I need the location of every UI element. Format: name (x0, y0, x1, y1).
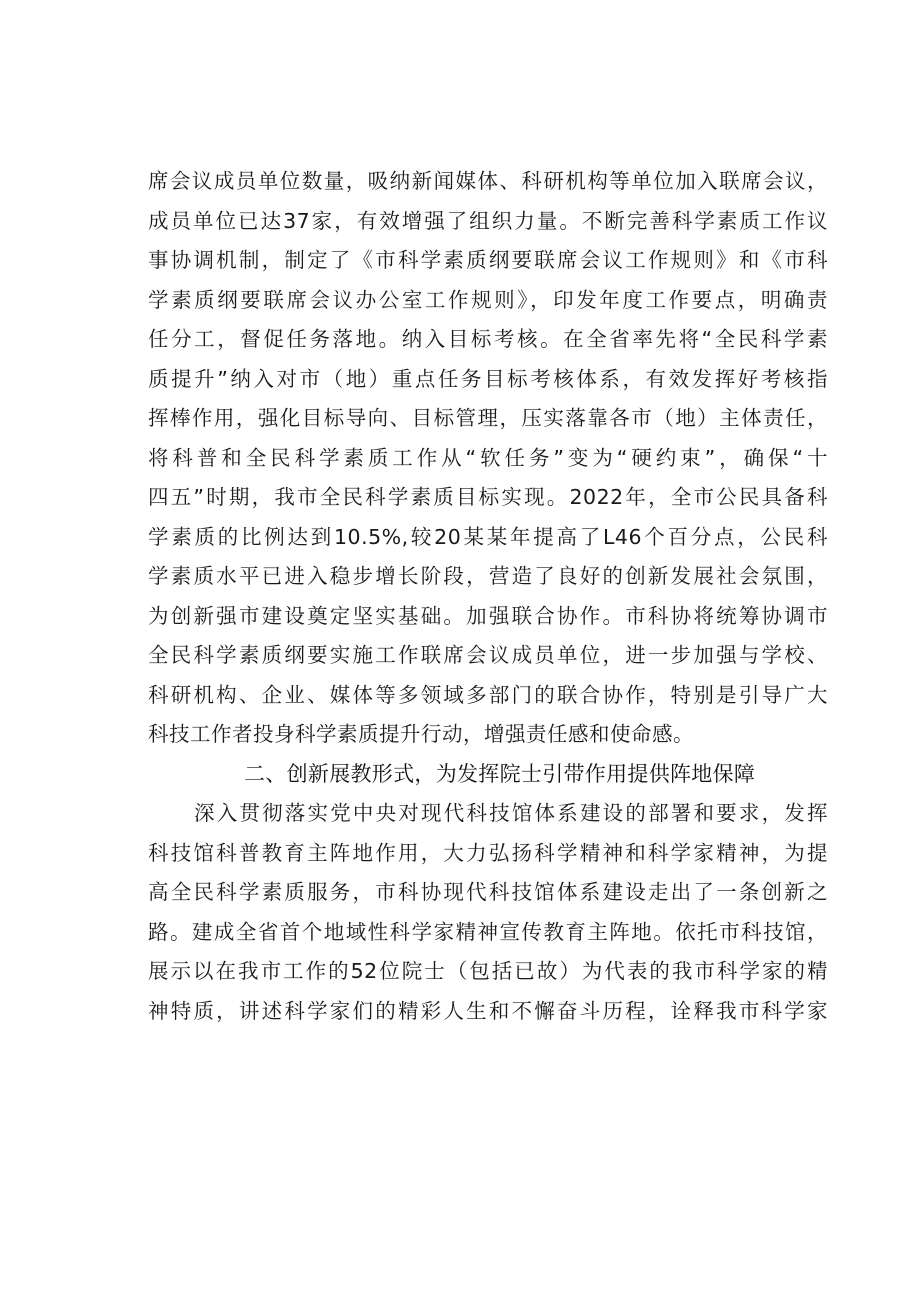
paragraph-1 (148, 162, 828, 755)
paragraph-line: 展示以在我市工作的52位院士（包括已故）为代表的我市科学家的精 (148, 959, 828, 983)
paragraph-line: 科技工作者投身科学素质提升行动，增强责任感和使命感。 (148, 722, 694, 746)
paragraph-line: 质提升”纳入对市（地）重点任务目标考核体系，有效发挥好考核指 (148, 366, 828, 391)
paragraph-line: 成员单位已达37家，有效增强了组织力量。不断完善科学素质工作议 (148, 208, 828, 233)
paragraph-line: 学素质纲要联席会议办公室工作规则》，印发年度工作要点，明确责 (148, 287, 828, 312)
paragraph-line: 挥棒作用，强化目标导向、目标管理，压实落靠各市（地）主体责任， (148, 406, 828, 430)
paragraph-line: 将科普和全民科学素质工作从“软任务”变为“硬约束”，确保“十 (148, 445, 828, 470)
paragraph-line: 高全民科学素质服务，市科协现代科技馆体系建设走出了一条创新之 (148, 880, 828, 904)
paragraph-line: 深入贯彻落实党中央对现代科技馆体系建设的部署和要求，发挥 (194, 801, 828, 825)
paragraph-line: 事协调机制，制定了《市科学素质纲要联席会议工作规则》和《市科 (148, 248, 828, 272)
paragraph-line: 科研机构、企业、媒体等多领域多部门的联合协作，特别是引导广大 (148, 682, 828, 707)
paragraph-line: 为创新强市建设奠定坚实基础。加强联合协作。市科协将统筹协调市 (148, 603, 828, 628)
paragraph-line: 任分工，督促任务落地。纳入目标考核。在全省率先将“全民科学素 (148, 327, 828, 351)
paragraph-line: 四五”时期，我市全民科学素质目标实现。2022年，全市公民具备科 (148, 485, 828, 509)
paragraph-line: 神特质，讲述科学家们的精彩人生和不懈奋斗历程，诠释我市科学家 (148, 998, 828, 1023)
paragraph-line: 学素质水平已进入稳步增长阶段，营造了良好的创新发展社会氛围， (148, 564, 828, 588)
paragraph-line: 席会议成员单位数量，吸纳新闻媒体、科研机构等单位加入联席会议， (148, 169, 828, 193)
paragraph-line: 路。建成全省首个地域性科学家精神宣传教育主阵地。依托市科技馆， (148, 919, 828, 944)
section-heading: 二、创新展教形式，为发挥院士引带作用提供阵地保障 (244, 761, 756, 786)
paragraph-line: 学素质的比例达到10.5%,较20某某年提高了L46个百分点，公民科 (148, 524, 828, 549)
body-text (148, 162, 828, 1031)
paragraph-2 (148, 794, 828, 1031)
paragraph-line: 科技馆科普教育主阵地作用，大力弘扬科学精神和科学家精神，为提 (148, 840, 828, 865)
paragraph-line: 全民科学素质纲要实施工作联席会议成员单位，进一步加强与学校、 (148, 643, 828, 667)
